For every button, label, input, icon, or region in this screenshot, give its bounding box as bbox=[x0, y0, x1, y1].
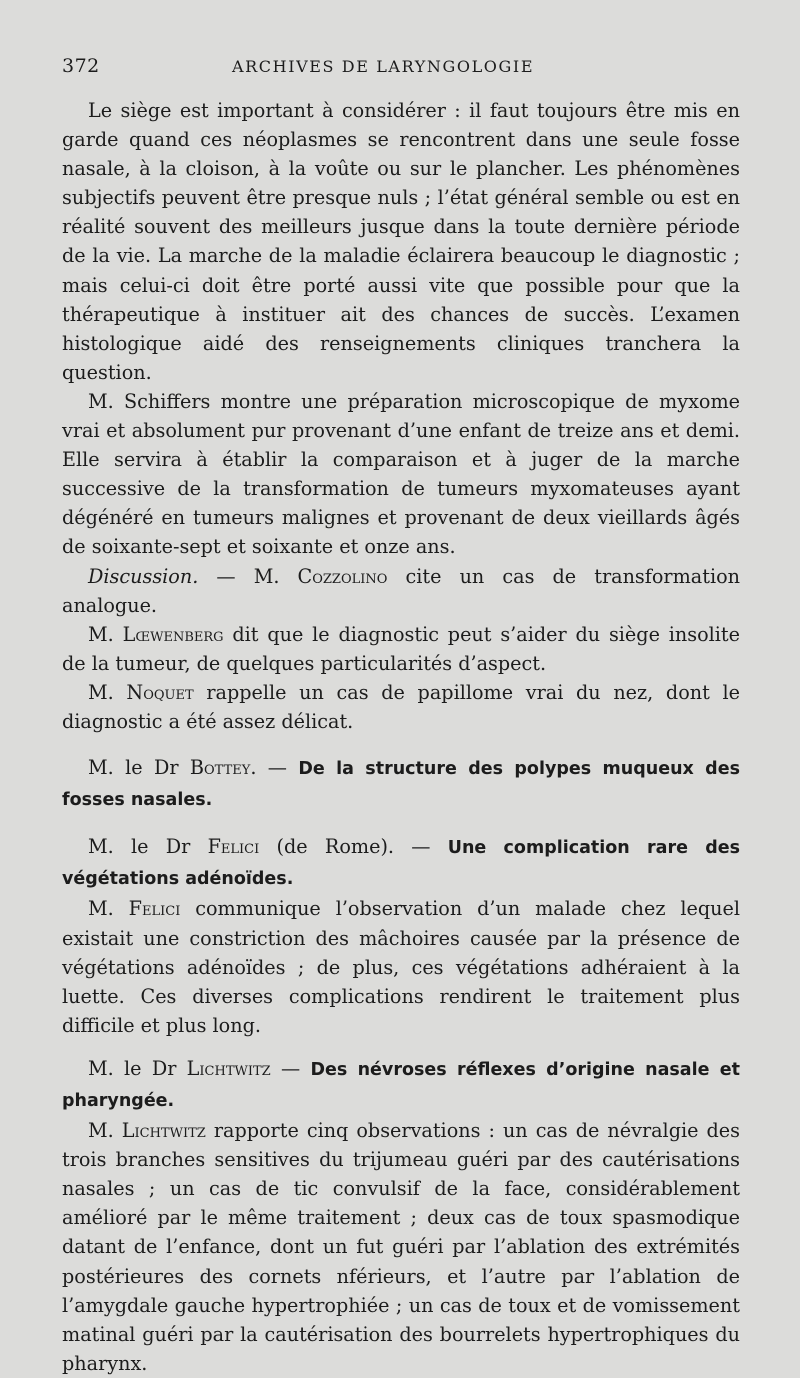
paragraph-text: cite un cas de transformation analogue. bbox=[62, 564, 740, 617]
page-body bbox=[62, 96, 740, 1378]
communication-title: De la structure des polypes muqueux des fosses nasales. bbox=[62, 759, 740, 811]
speaker-prefix: M. bbox=[88, 680, 127, 704]
paragraph-lichtwitz bbox=[62, 1116, 740, 1378]
speaker-name: Lichtwitz bbox=[186, 1056, 271, 1080]
speaker-prefix: M. bbox=[88, 897, 129, 921]
speaker-prefix: M. le Dr bbox=[88, 756, 190, 780]
speaker-name: Lichtwitz bbox=[121, 1119, 206, 1143]
paragraph-noquet bbox=[62, 678, 740, 736]
paragraph-text: rappelle un cas de papillome vrai du nez, dont le diagnostic a été assez délicat. bbox=[62, 680, 740, 733]
speaker-prefix: M. bbox=[88, 622, 123, 646]
speaker-prefix: M. le Dr bbox=[88, 835, 208, 859]
heading-lichtwitz bbox=[62, 1054, 740, 1116]
speaker-name: Cozzolino bbox=[297, 564, 388, 588]
paragraph-text: dit que le diagnostic peut s’aider du siège insolite de la tumeur, de quelques particularités d’aspect. bbox=[62, 622, 740, 675]
paragraph-felici bbox=[62, 894, 740, 1039]
paragraph-diagnosis: Le siège est important à considérer : il faut toujours être mis en garde quand ces néoplasmes se rencontrent dans une seule fosse nasale, à la cloison, à la voûte ou sur le plancher. Les phénomènes subjectifs peuvent être presque nuls ; l’état général semble ou est en réalité souvent des meilleurs jusque dans la toute dernière période de la vie. La marche de la maladie éclairera beaucoup le diagnostic ; mais celui-ci doit être porté aussi vite que possible pour que la thérapeutique à instituer ait des chances de succès. L’examen histologique aidé des renseignements cliniques tranchera la question. bbox=[62, 99, 740, 384]
speaker-name: Bottey bbox=[189, 756, 251, 780]
speaker-name: Felici bbox=[207, 835, 260, 859]
speaker-prefix: M. le Dr bbox=[88, 1056, 187, 1080]
speaker-name: Noquet bbox=[126, 680, 194, 704]
paragraph-text: rapporte cinq observations : un cas de névralgie des trois branches sensitives du trijumeau guéri par des cautérisations nasales ; un cas de tic convulsif de la face, considérablement amélioré par le même traitement ; deux cas de toux spasmodique datant de l’enfance, dont un fut guéri par l’ablation des extrémités postérieures des cornets nférieurs, et l’autre par l’ablation de l’amygdale gauche hypertrophiée ; un cas de toux et de vomissement matinal guéri par la cautérisation des bourrelets hypertrophiques du pharynx. bbox=[62, 1119, 740, 1375]
speaker-name: Felici bbox=[128, 897, 181, 921]
paragraph-schiffers: M. Schiffers montre une préparation microscopique de myxome vrai et absolument pur provenant d’une enfant de treize ans et demi. Elle servira à établir la comparaison et à juger de la marche successive de la transformation de tumeurs myxomateuses ayant dégénéré en tumeurs malignes et provenant de deux vieillards âgés de soixante-sept et soixante et onze ans. bbox=[62, 389, 740, 559]
speaker-name: Lœwenberg bbox=[122, 622, 224, 646]
communication-title: Des névroses réflexes d’origine nasale et pharyngée. bbox=[62, 1059, 741, 1111]
heading-dash: (de Rome). — bbox=[259, 835, 448, 859]
communication-title: Une complication rare des végétations adénoïdes. bbox=[62, 838, 741, 890]
paragraph-text: communique l’observation d’un malade chez lequel existait une constriction des mâchoires causée par la présence de végétations adénoïdes ; de plus, ces végétations adhéraient à la luette. Ces diverses complications rendirent le traitement plus difficile et plus long. bbox=[62, 897, 740, 1037]
discussion-label: Discussion. bbox=[88, 564, 199, 588]
speaker-prefix: M. bbox=[88, 1119, 122, 1143]
heading-dash: — bbox=[270, 1056, 311, 1080]
heading-bottey bbox=[62, 753, 740, 815]
paragraph-discussion bbox=[62, 562, 740, 620]
paragraph-loewenberg bbox=[62, 620, 740, 678]
page-number: 372 bbox=[62, 55, 100, 77]
heading-dash: . — bbox=[250, 756, 299, 780]
heading-felici bbox=[62, 832, 740, 894]
discussion-dash: — M. bbox=[198, 564, 298, 588]
running-title: ARCHIVES DE LARYNGOLOGIE bbox=[232, 57, 535, 76]
page-header bbox=[0, 55, 800, 83]
